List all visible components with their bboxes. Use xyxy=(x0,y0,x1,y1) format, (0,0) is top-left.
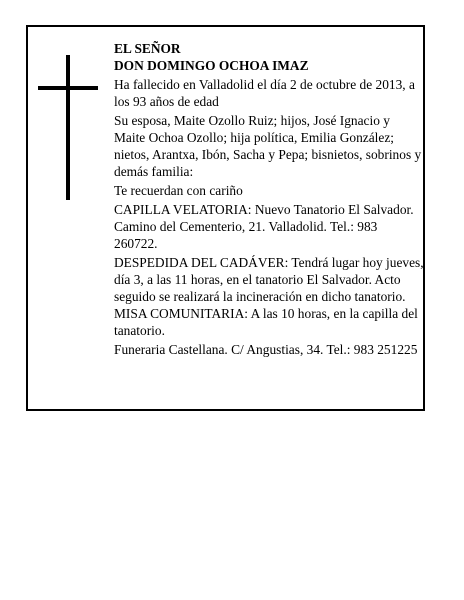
notice-family-list: Su esposa, Maite Ozollo Ruiz; hijos, José Ignacio y Maite Ochoa Ozollo; hija política, Emilia González; nietos, Arantxa, Ibón, Sacha y Pepa; bisnietos, sobrinos y demás familia: xyxy=(114,113,422,179)
cross-icon xyxy=(38,55,98,200)
notice-funeral-home: Funeraria Castellana. C/ Angustias, 34. Tel.: 983 251225 xyxy=(114,342,418,357)
notice-remembrance: Te recuerdan con cariño xyxy=(114,183,243,198)
notice-farewell-details: DESPEDIDA DEL CADÁVER: Tendrá lugar hoy jueves, día 3, a las 11 horas, en el tanatorio El Salvador. Acto seguido se realizará la incineración en dicho tanatorio. MISA COMUNITARIA: A las 10 horas, en la capilla del tanatorio. xyxy=(114,255,424,338)
notice-text xyxy=(114,40,424,358)
notice-title-line1: EL SEÑOR xyxy=(114,41,181,56)
obituary-notice-frame xyxy=(26,25,425,411)
cross-horizontal-bar xyxy=(38,86,98,90)
notice-death-announcement: Ha fallecido en Valladolid el día 2 de octubre de 2013, a los 93 años de edad xyxy=(114,77,415,109)
notice-title-line2: DON DOMINGO OCHOA IMAZ xyxy=(114,58,309,73)
notice-wake-chapel: CAPILLA VELATORIA: Nuevo Tanatorio El Salvador. Camino del Cementerio, 21. Valladolid. Tel.: 983 260722. xyxy=(114,202,414,251)
cross-vertical-bar xyxy=(66,55,70,200)
